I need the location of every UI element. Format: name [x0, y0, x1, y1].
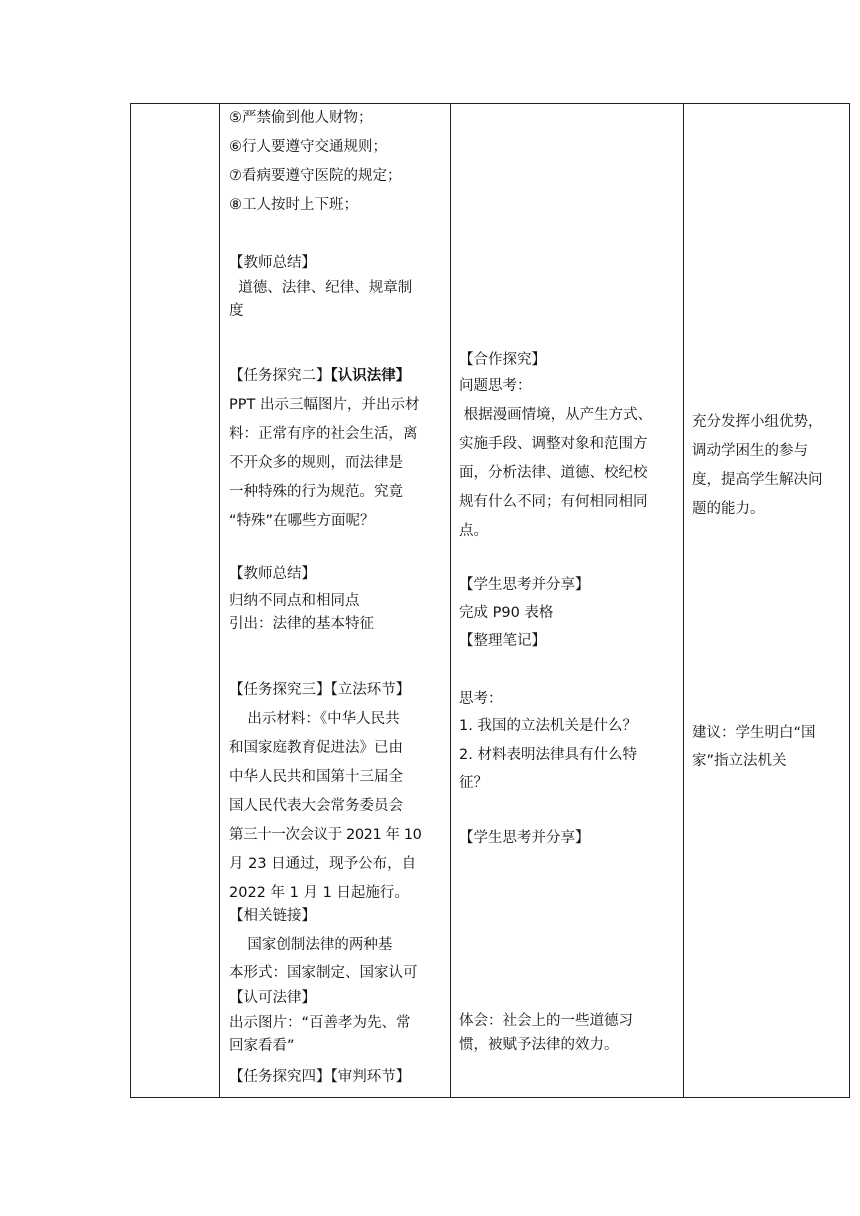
column-divider [219, 104, 220, 1097]
rule-item: ⑤严禁偷到他人财物； [229, 110, 373, 126]
summary-text: 度 [229, 303, 244, 319]
body-text: 体会：社会上的一些道德习 [459, 1013, 633, 1029]
body-text: 充分发挥小组优势， [692, 414, 823, 430]
body-text: 出示材料：《中华人民共 [229, 711, 400, 727]
body-text: 本形式：国家制定、国家认可 [229, 965, 418, 981]
column-divider [683, 104, 684, 1097]
body-text: 题的能力。 [692, 501, 765, 517]
section-heading: 【整理笔记】 [459, 633, 546, 649]
body-text: “特殊”在哪些方面呢？ [229, 513, 375, 529]
body-text: 面，分析法律、道德、校纪校 [459, 465, 648, 481]
section-heading: 【合作探究】 [459, 352, 546, 368]
body-text: 思考： [459, 691, 503, 707]
body-text: 实施手段、调整对象和范围方 [459, 436, 648, 452]
body-text: 家”指立法机关 [692, 753, 787, 769]
body-text: 不开众多的规则，而法律是 [229, 455, 403, 471]
body-text: 中华人民共和国第十三届全 [229, 769, 403, 785]
section-heading: 【相关链接】 [229, 908, 316, 924]
body-text: 完成 P90 表格 [459, 605, 554, 621]
rule-item: ⑥行人要遵守交通规则； [229, 139, 387, 155]
body-text: 2022 年 1 月 1 日起施行。 [229, 885, 409, 901]
body-text: 度，提高学生解决问 [692, 472, 823, 488]
body-text: 国人民代表大会常务委员会 [229, 798, 403, 814]
rule-item: ⑧工人按时上下班； [229, 197, 358, 213]
summary-text: 道德、法律、纪律、规章制 [229, 280, 413, 296]
body-text: 归纳不同点和相同点 [229, 593, 360, 609]
body-text: 一种特殊的行为规范。究竟 [229, 484, 403, 500]
body-text: 规有什么不同；有何相同相同 [459, 494, 648, 510]
column-divider [450, 104, 451, 1097]
body-text: 点。 [459, 523, 488, 539]
body-text: 征？ [459, 775, 488, 791]
section-heading: 【学生思考并分享】 [459, 577, 590, 593]
section-heading: 【任务探究三】【立法环节】 [229, 682, 411, 698]
body-text: 料：正常有序的社会生活，离 [229, 426, 418, 442]
body-text: 惯，被赋予法律的效力。 [459, 1037, 619, 1053]
body-text: 回家看看” [229, 1038, 295, 1054]
rule-item: ⑦看病要遵守医院的规定； [229, 168, 402, 184]
body-text: PPT 出示三幅图片，并出示材 [229, 397, 420, 413]
body-text: 问题思考： [459, 378, 532, 394]
body-text: 出示图片：“百善孝为先、常 [229, 1015, 411, 1031]
body-text: 第三十一次会议于 2021 年 10 [229, 827, 422, 843]
section-heading: 【教师总结】 [229, 566, 316, 582]
body-text: 建议：学生明白“国 [692, 725, 816, 741]
task-label: 【任务探究二】 [229, 368, 331, 384]
section-heading: 【认可法律】 [229, 990, 316, 1006]
body-text: 和国家庭教育促进法》已由 [229, 740, 403, 756]
body-text: 1. 我国的立法机关是什么？ [459, 718, 637, 734]
section-heading: 【学生思考并分享】 [459, 830, 590, 846]
section-heading: 【任务探究四】【审判环节】 [229, 1069, 411, 1085]
body-text: 月 23 日通过，现予公布，自 [229, 856, 417, 872]
body-text: 引出：法律的基本特征 [229, 616, 374, 632]
section-heading [229, 366, 410, 386]
task-topic: 【认识法律】 [330, 368, 411, 384]
body-text: 调动学困生的参与 [692, 443, 808, 459]
body-text: 国家创制法律的两种基 [229, 937, 393, 953]
body-text: 2. 材料表明法律具有什么特 [459, 747, 637, 763]
body-text: 根据漫画情境，从产生方式、 [459, 407, 653, 423]
section-heading: 【教师总结】 [229, 255, 316, 271]
